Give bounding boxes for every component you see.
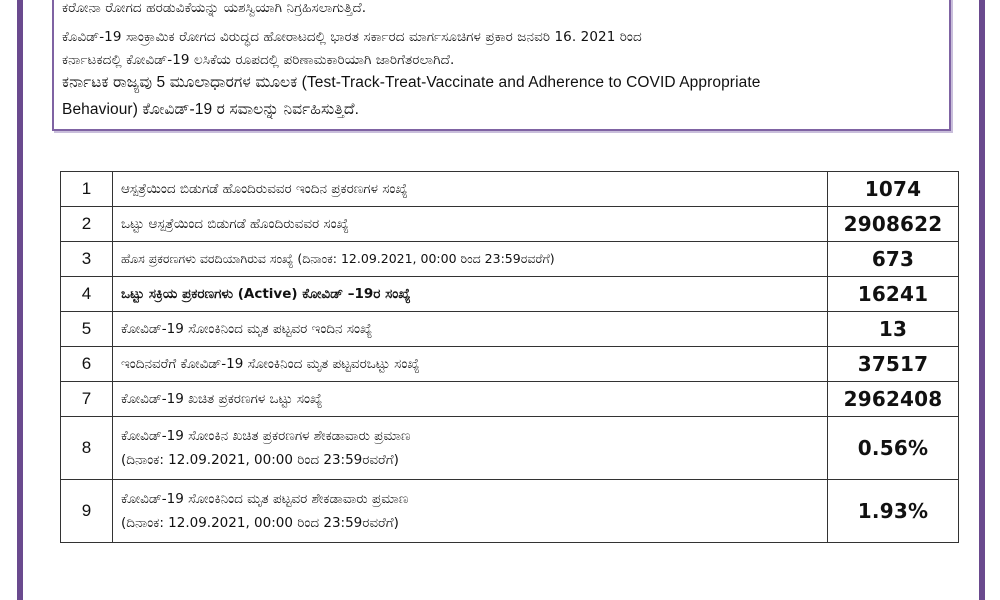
page-border-left [17, 0, 23, 600]
row-label-text: ಕೋವಿಡ್-19 ಸೋಂಕಿನ ಖಚಿತ ಪ್ರಕರಣಗಳ ಶೇಕಡಾವಾರು ಪ್ರಮಾಣ [121, 428, 411, 444]
row-label [113, 347, 828, 382]
table-row [61, 277, 959, 312]
intro-line: ಕರೋನಾ ರೋಗದ ಹರಡುವಿಕೆಯನ್ನು ಯಶಸ್ವಿಯಾಗಿ ನಿಗ್ರಹಿಸಲಾಗುತ್ತಿದೆ. [62, 0, 367, 16]
row-number: 6 [61, 347, 113, 382]
intro-line: ಕೊವಿಡ್-19 ಸಾಂಕ್ರಾಮಿಕ ರೋಗದ ವಿರುದ್ಧದ ಹೋರಾಟದಲ್ಲಿ ಭಾರತ ಸರ್ಕಾರದ ಮಾರ್ಗಸೂಚಿಗಳ ಪ್ರಕಾರ ಜನವರಿ 16. 2021 ರಿಂದ [62, 29, 642, 45]
row-number: 1 [61, 172, 113, 207]
row-number: 4 [61, 277, 113, 312]
row-value: 16241 [828, 277, 959, 312]
row-label-text: ಇಂದಿನವರೆಗೆ ಕೋವಿಡ್-19 ಸೋಂಕಿನಿಂದ ಮೃತ ಪಟ್ಟವರಒಟ್ಟು ಸಂಖ್ಯೆ [121, 356, 420, 372]
row-label-text: ಕೋವಿಡ್-19 ಖಚಿತ ಪ್ರಕರಣಗಳ ಒಟ್ಟು ಸಂಖ್ಯೆ [121, 391, 323, 407]
row-date-range: (ದಿನಾಂಕ: 12.09.2021, 00:00 ರಿಂದ 23:59ರವರೆಗೆ) [121, 452, 399, 468]
row-value: 1074 [828, 172, 959, 207]
table-row [61, 207, 959, 242]
row-value: 673 [828, 242, 959, 277]
row-label-text: ಒಟ್ಟು ಸಕ್ರಿಯ ಪ್ರಕರಣಗಳು (Active) ಕೋವಿಡ್ –19ರ ಸಂಖ್ಯೆ [121, 286, 411, 302]
intro-line: ಕರ್ನಾಟಕದಲ್ಲಿ ಕೋವಿಡ್-19 ಲಸಿಕೆಯ ರೂಪದಲ್ಲಿ ಪರಿಣಾಮಕಾರಿಯಾಗಿ ಜಾರಿಗೆತರಲಾಗಿದೆ. [62, 52, 455, 68]
table-row [61, 172, 959, 207]
row-label [113, 172, 828, 207]
row-label [113, 417, 828, 480]
row-label-text: ಹೊಸ ಪ್ರಕರಣಗಳು ವರದಿಯಾಗಿರುವ ಸಂಖ್ಯೆ (ದಿನಾಂಕ: 12.09.2021, 00:00 ರಿಂದ 23:59ರವರೆಗೆ) [121, 251, 555, 266]
row-number: 9 [61, 480, 113, 543]
row-label [113, 382, 828, 417]
row-number: 7 [61, 382, 113, 417]
intro-line: Behaviour) ಕೋವಿಡ್-19 ರ ಸವಾಲನ್ನು ನಿರ್ವಹಿಸುತ್ತಿದೆ. [62, 101, 360, 118]
row-date-range: (ದಿನಾಂಕ: 12.09.2021, 00:00 ರಿಂದ 23:59ರವರೆಗೆ) [121, 515, 399, 531]
table-row [61, 382, 959, 417]
row-value: 2908622 [828, 207, 959, 242]
row-label [113, 480, 828, 543]
row-label-text: ಕೋವಿಡ್-19 ಸೋಂಕಿನಿಂದ ಮೃತ ಪಟ್ಟವರ ಶೇಕಡಾವಾರು ಪ್ರಮಾಣ [121, 491, 409, 507]
table-row [61, 417, 959, 480]
row-number: 3 [61, 242, 113, 277]
row-number: 2 [61, 207, 113, 242]
table-row [61, 480, 959, 543]
row-number: 5 [61, 312, 113, 347]
row-label [113, 312, 828, 347]
table-row [61, 347, 959, 382]
page-border-right [979, 0, 985, 600]
row-value: 1.93% [828, 480, 959, 543]
table-row [61, 312, 959, 347]
intro-line: ಕರ್ನಾಟಕ ರಾಜ್ಯವು 5 ಮೂಲಾಧಾರಗಳ ಮೂಲಕ (Test-Track-Treat-Vaccinate and Adherence to COVID Appropriate [62, 74, 761, 91]
row-value: 0.56% [828, 417, 959, 480]
intro-text-box [52, 0, 951, 131]
row-label [113, 242, 828, 277]
table-row [61, 242, 959, 277]
covid-stats-table [60, 171, 959, 543]
row-label-text: ಕೋವಿಡ್-19 ಸೋಂಕಿನಿಂದ ಮೃತ ಪಟ್ಟವರ ಇಂದಿನ ಸಂಖ್ಯೆ [121, 321, 373, 337]
row-label-text: ಆಸ್ಪತ್ರೆಯಿಂದ ಬಿಡುಗಡೆ ಹೊಂದಿರುವವರ ಇಂದಿನ ಪ್ರಕರಣಗಳ ಸಂಖ್ಯೆ [121, 181, 408, 197]
row-value: 2962408 [828, 382, 959, 417]
row-label-text: ಒಟ್ಟು ಆಸ್ಪತ್ರೆಯಿಂದ ಬಿಡುಗಡೆ ಹೊಂದಿರುವವರ ಸಂಖ್ಯೆ [121, 216, 349, 232]
row-number: 8 [61, 417, 113, 480]
row-value: 37517 [828, 347, 959, 382]
row-value: 13 [828, 312, 959, 347]
row-label [113, 207, 828, 242]
row-label [113, 277, 828, 312]
